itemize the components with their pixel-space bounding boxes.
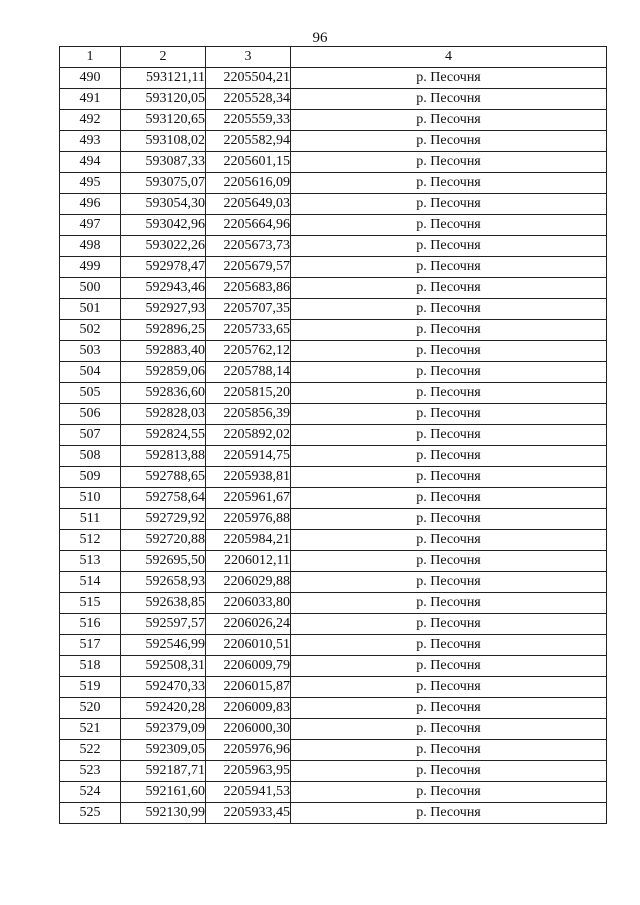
y-coordinate-cell: 2206012,11 — [206, 551, 291, 572]
y-coordinate-cell: 2205941,53 — [206, 782, 291, 803]
x-coordinate-cell: 592836,60 — [121, 383, 206, 404]
table-row — [60, 677, 607, 698]
x-coordinate-cell: 593108,02 — [121, 131, 206, 152]
table-row — [60, 782, 607, 803]
point-number-cell: 517 — [60, 635, 121, 656]
object-name-cell: р. Песочня — [291, 572, 607, 593]
object-name-cell: р. Песочня — [291, 320, 607, 341]
point-number-cell: 497 — [60, 215, 121, 236]
x-coordinate-cell: 592896,25 — [121, 320, 206, 341]
object-name-cell: р. Песочня — [291, 173, 607, 194]
x-coordinate-cell: 592927,93 — [121, 299, 206, 320]
object-name-cell: р. Песочня — [291, 509, 607, 530]
table-row — [60, 131, 607, 152]
table-row — [60, 509, 607, 530]
x-coordinate-cell: 592824,55 — [121, 425, 206, 446]
object-name-cell: р. Песочня — [291, 656, 607, 677]
point-number-cell: 520 — [60, 698, 121, 719]
x-coordinate-cell: 593022,26 — [121, 236, 206, 257]
point-number-cell: 500 — [60, 278, 121, 299]
column-header-4: 4 — [291, 47, 607, 68]
table-row — [60, 488, 607, 509]
y-coordinate-cell: 2205984,21 — [206, 530, 291, 551]
point-number-cell: 505 — [60, 383, 121, 404]
table-row — [60, 593, 607, 614]
object-name-cell: р. Песочня — [291, 446, 607, 467]
table-row — [60, 656, 607, 677]
y-coordinate-cell: 2205683,86 — [206, 278, 291, 299]
y-coordinate-cell: 2205601,15 — [206, 152, 291, 173]
object-name-cell: р. Песочня — [291, 593, 607, 614]
x-coordinate-cell: 592788,65 — [121, 467, 206, 488]
x-coordinate-cell: 592546,99 — [121, 635, 206, 656]
point-number-cell: 508 — [60, 446, 121, 467]
table-row — [60, 278, 607, 299]
column-header-2: 2 — [121, 47, 206, 68]
y-coordinate-cell: 2205664,96 — [206, 215, 291, 236]
object-name-cell: р. Песочня — [291, 278, 607, 299]
point-number-cell: 493 — [60, 131, 121, 152]
point-number-cell: 501 — [60, 299, 121, 320]
point-number-cell: 502 — [60, 320, 121, 341]
x-coordinate-cell: 592828,03 — [121, 404, 206, 425]
x-coordinate-cell: 593120,05 — [121, 89, 206, 110]
x-coordinate-cell: 593075,07 — [121, 173, 206, 194]
x-coordinate-cell: 592658,93 — [121, 572, 206, 593]
column-header-3: 3 — [206, 47, 291, 68]
object-name-cell: р. Песочня — [291, 425, 607, 446]
table-row — [60, 299, 607, 320]
table-row — [60, 425, 607, 446]
y-coordinate-cell: 2206015,87 — [206, 677, 291, 698]
point-number-cell: 524 — [60, 782, 121, 803]
x-coordinate-cell: 592130,99 — [121, 803, 206, 824]
x-coordinate-cell: 592813,88 — [121, 446, 206, 467]
point-number-cell: 499 — [60, 257, 121, 278]
y-coordinate-cell: 2206029,88 — [206, 572, 291, 593]
table-row — [60, 719, 607, 740]
point-number-cell: 510 — [60, 488, 121, 509]
object-name-cell: р. Песочня — [291, 635, 607, 656]
point-number-cell: 525 — [60, 803, 121, 824]
x-coordinate-cell: 593120,65 — [121, 110, 206, 131]
object-name-cell: р. Песочня — [291, 467, 607, 488]
table-row — [60, 173, 607, 194]
y-coordinate-cell: 2205963,95 — [206, 761, 291, 782]
y-coordinate-cell: 2205528,34 — [206, 89, 291, 110]
point-number-cell: 504 — [60, 362, 121, 383]
object-name-cell: р. Песочня — [291, 68, 607, 89]
point-number-cell: 494 — [60, 152, 121, 173]
y-coordinate-cell: 2205914,75 — [206, 446, 291, 467]
y-coordinate-cell: 2205892,02 — [206, 425, 291, 446]
object-name-cell: р. Песочня — [291, 362, 607, 383]
y-coordinate-cell: 2205673,73 — [206, 236, 291, 257]
x-coordinate-cell: 592883,40 — [121, 341, 206, 362]
object-name-cell: р. Песочня — [291, 488, 607, 509]
y-coordinate-cell: 2206010,51 — [206, 635, 291, 656]
y-coordinate-cell: 2206033,80 — [206, 593, 291, 614]
point-number-cell: 515 — [60, 593, 121, 614]
y-coordinate-cell: 2205679,57 — [206, 257, 291, 278]
table-row — [60, 698, 607, 719]
x-coordinate-cell: 592720,88 — [121, 530, 206, 551]
object-name-cell: р. Песочня — [291, 698, 607, 719]
object-name-cell: р. Песочня — [291, 341, 607, 362]
object-name-cell: р. Песочня — [291, 404, 607, 425]
table-row — [60, 551, 607, 572]
point-number-cell: 516 — [60, 614, 121, 635]
point-number-cell: 512 — [60, 530, 121, 551]
y-coordinate-cell: 2205788,14 — [206, 362, 291, 383]
y-coordinate-cell: 2205976,88 — [206, 509, 291, 530]
x-coordinate-cell: 592729,92 — [121, 509, 206, 530]
table-row — [60, 530, 607, 551]
point-number-cell: 513 — [60, 551, 121, 572]
x-coordinate-cell: 592508,31 — [121, 656, 206, 677]
y-coordinate-cell: 2205938,81 — [206, 467, 291, 488]
object-name-cell: р. Песочня — [291, 215, 607, 236]
page-number: 96 — [312, 30, 328, 46]
x-coordinate-cell: 592470,33 — [121, 677, 206, 698]
object-name-cell: р. Песочня — [291, 740, 607, 761]
point-number-cell: 523 — [60, 761, 121, 782]
x-coordinate-cell: 592161,60 — [121, 782, 206, 803]
table-row — [60, 257, 607, 278]
y-coordinate-cell: 2205504,21 — [206, 68, 291, 89]
table-row — [60, 404, 607, 425]
table-row — [60, 236, 607, 257]
table-row — [60, 467, 607, 488]
x-coordinate-cell: 592758,64 — [121, 488, 206, 509]
table-row — [60, 635, 607, 656]
x-coordinate-cell: 592187,71 — [121, 761, 206, 782]
y-coordinate-cell: 2205559,33 — [206, 110, 291, 131]
y-coordinate-cell: 2205961,67 — [206, 488, 291, 509]
y-coordinate-cell: 2206009,79 — [206, 656, 291, 677]
object-name-cell: р. Песочня — [291, 614, 607, 635]
object-name-cell: р. Песочня — [291, 803, 607, 824]
y-coordinate-cell: 2205582,94 — [206, 131, 291, 152]
table-row — [60, 215, 607, 236]
x-coordinate-cell: 592638,85 — [121, 593, 206, 614]
table-row — [60, 89, 607, 110]
point-number-cell: 518 — [60, 656, 121, 677]
object-name-cell: р. Песочня — [291, 551, 607, 572]
y-coordinate-cell: 2205933,45 — [206, 803, 291, 824]
point-number-cell: 519 — [60, 677, 121, 698]
x-coordinate-cell: 592978,47 — [121, 257, 206, 278]
column-header-1: 1 — [60, 47, 121, 68]
object-name-cell: р. Песочня — [291, 152, 607, 173]
table-header-row — [60, 47, 607, 68]
point-number-cell: 509 — [60, 467, 121, 488]
y-coordinate-cell: 2206009,83 — [206, 698, 291, 719]
point-number-cell: 507 — [60, 425, 121, 446]
point-number-cell: 521 — [60, 719, 121, 740]
point-number-cell: 491 — [60, 89, 121, 110]
object-name-cell: р. Песочня — [291, 383, 607, 404]
object-name-cell: р. Песочня — [291, 110, 607, 131]
object-name-cell: р. Песочня — [291, 194, 607, 215]
object-name-cell: р. Песочня — [291, 89, 607, 110]
x-coordinate-cell: 592943,46 — [121, 278, 206, 299]
point-number-cell: 506 — [60, 404, 121, 425]
x-coordinate-cell: 592695,50 — [121, 551, 206, 572]
table-row — [60, 320, 607, 341]
y-coordinate-cell: 2205762,12 — [206, 341, 291, 362]
object-name-cell: р. Песочня — [291, 131, 607, 152]
point-number-cell: 498 — [60, 236, 121, 257]
point-number-cell: 496 — [60, 194, 121, 215]
point-number-cell: 495 — [60, 173, 121, 194]
table-body — [60, 68, 607, 824]
x-coordinate-cell: 592597,57 — [121, 614, 206, 635]
coordinates-table — [59, 46, 607, 824]
object-name-cell: р. Песочня — [291, 257, 607, 278]
table-row — [60, 152, 607, 173]
point-number-cell: 514 — [60, 572, 121, 593]
table-row — [60, 362, 607, 383]
table-row — [60, 572, 607, 593]
x-coordinate-cell: 593087,33 — [121, 152, 206, 173]
point-number-cell: 490 — [60, 68, 121, 89]
table-row — [60, 446, 607, 467]
table-row — [60, 803, 607, 824]
x-coordinate-cell: 592420,28 — [121, 698, 206, 719]
point-number-cell: 522 — [60, 740, 121, 761]
y-coordinate-cell: 2205616,09 — [206, 173, 291, 194]
y-coordinate-cell: 2205649,03 — [206, 194, 291, 215]
table-row — [60, 110, 607, 131]
table-row — [60, 740, 607, 761]
table-row — [60, 383, 607, 404]
table-row — [60, 194, 607, 215]
point-number-cell: 511 — [60, 509, 121, 530]
y-coordinate-cell: 2205733,65 — [206, 320, 291, 341]
y-coordinate-cell: 2205707,35 — [206, 299, 291, 320]
x-coordinate-cell: 592379,09 — [121, 719, 206, 740]
object-name-cell: р. Песочня — [291, 761, 607, 782]
table-row — [60, 341, 607, 362]
object-name-cell: р. Песочня — [291, 677, 607, 698]
y-coordinate-cell: 2206026,24 — [206, 614, 291, 635]
y-coordinate-cell: 2205815,20 — [206, 383, 291, 404]
y-coordinate-cell: 2205976,96 — [206, 740, 291, 761]
table-row — [60, 761, 607, 782]
table-row — [60, 614, 607, 635]
x-coordinate-cell: 592309,05 — [121, 740, 206, 761]
point-number-cell: 503 — [60, 341, 121, 362]
x-coordinate-cell: 593121,11 — [121, 68, 206, 89]
table-row — [60, 68, 607, 89]
object-name-cell: р. Песочня — [291, 236, 607, 257]
object-name-cell: р. Песочня — [291, 782, 607, 803]
x-coordinate-cell: 593054,30 — [121, 194, 206, 215]
x-coordinate-cell: 592859,06 — [121, 362, 206, 383]
object-name-cell: р. Песочня — [291, 719, 607, 740]
y-coordinate-cell: 2205856,39 — [206, 404, 291, 425]
object-name-cell: р. Песочня — [291, 530, 607, 551]
object-name-cell: р. Песочня — [291, 299, 607, 320]
point-number-cell: 492 — [60, 110, 121, 131]
y-coordinate-cell: 2206000,30 — [206, 719, 291, 740]
x-coordinate-cell: 593042,96 — [121, 215, 206, 236]
